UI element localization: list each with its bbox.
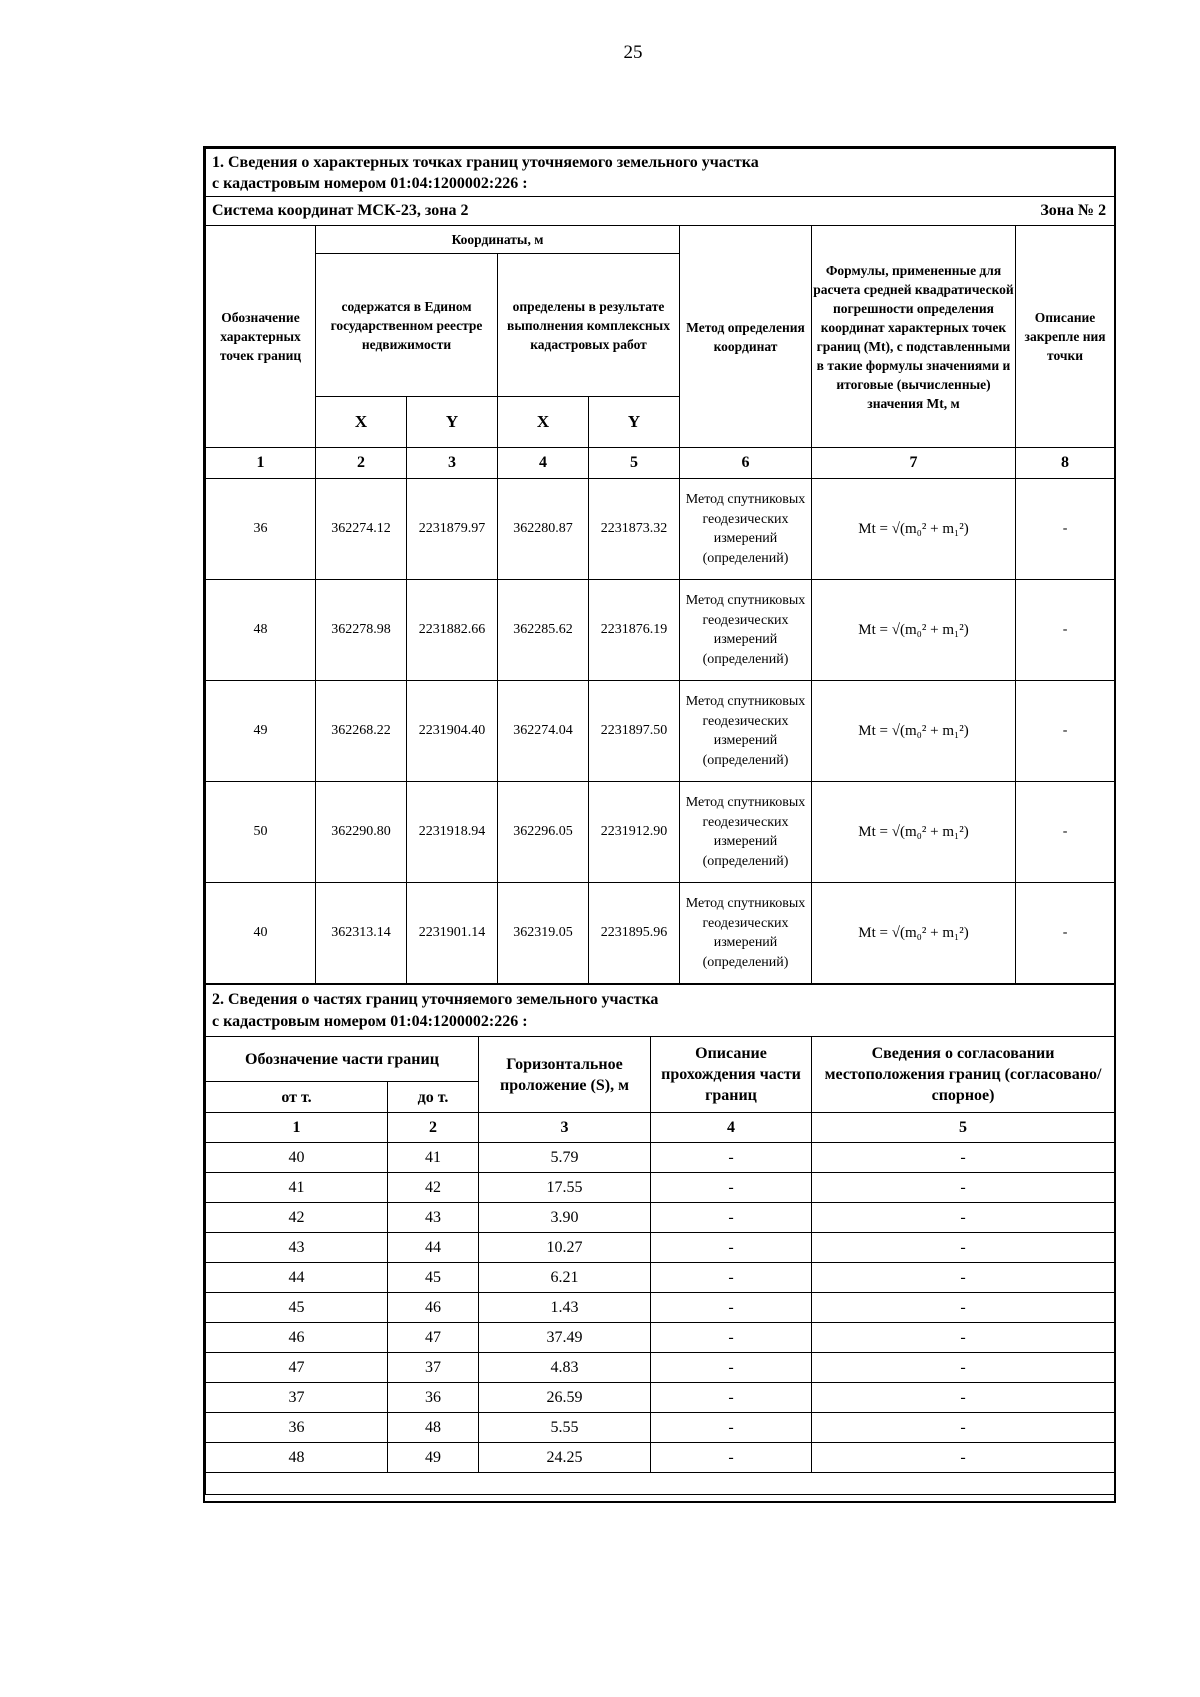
from-point: 48 bbox=[206, 1443, 388, 1473]
point-id: 50 bbox=[206, 782, 316, 883]
to-point: 45 bbox=[388, 1263, 479, 1293]
col-number: 2 bbox=[316, 448, 407, 479]
from-point: 46 bbox=[206, 1323, 388, 1353]
horizontal-length: 6.21 bbox=[479, 1263, 651, 1293]
point-row bbox=[206, 883, 1115, 984]
agreement-status: - bbox=[812, 1263, 1115, 1293]
section2-title-line1: 2. Сведения о частях границ уточняемого земельного участка bbox=[212, 990, 659, 1008]
part-description: - bbox=[651, 1413, 812, 1443]
part-row bbox=[206, 1203, 1115, 1233]
part-row bbox=[206, 1443, 1115, 1473]
header-fixing: Описание закрепле ния точки bbox=[1016, 226, 1115, 448]
x-egrn: 362278.98 bbox=[316, 580, 407, 681]
section1-title-line2: с кадастровым номером 01:04:1200002:226 : bbox=[212, 174, 528, 192]
part-row bbox=[206, 1143, 1115, 1173]
y-new: 2231897.50 bbox=[589, 681, 680, 782]
y-egrn: 2231901.14 bbox=[407, 883, 498, 984]
agreement-status: - bbox=[812, 1173, 1115, 1203]
header-method: Метод определения координат bbox=[680, 226, 812, 448]
from-point: 37 bbox=[206, 1383, 388, 1413]
header-description: Описание прохождения части границ bbox=[651, 1037, 812, 1113]
part-description: - bbox=[651, 1353, 812, 1383]
part-description: - bbox=[651, 1233, 812, 1263]
x-egrn: 362313.14 bbox=[316, 883, 407, 984]
boundary-parts-table bbox=[205, 984, 1115, 1495]
formula: Mt = √(m₀² + m₁²) bbox=[812, 782, 1016, 883]
to-point: 42 bbox=[388, 1173, 479, 1203]
x-new: 362319.05 bbox=[498, 883, 589, 984]
header-part-designation: Обозначение части границ bbox=[206, 1037, 479, 1082]
x-new: 362285.62 bbox=[498, 580, 589, 681]
coord-system-row bbox=[206, 197, 1115, 226]
x-egrn: 362290.80 bbox=[316, 782, 407, 883]
col-number: 4 bbox=[498, 448, 589, 479]
part-description: - bbox=[651, 1203, 812, 1233]
header-from: от т. bbox=[206, 1082, 388, 1113]
part-row bbox=[206, 1383, 1115, 1413]
header-agreement: Сведения о согласовании местоположения границ (согласовано/спорное) bbox=[812, 1037, 1115, 1113]
horizontal-length: 4.83 bbox=[479, 1353, 651, 1383]
part-description: - bbox=[651, 1263, 812, 1293]
document-frame bbox=[203, 146, 1116, 1503]
to-point: 36 bbox=[388, 1383, 479, 1413]
empty-row bbox=[206, 1473, 1115, 1495]
header-y-new: Y bbox=[589, 397, 680, 448]
x-new: 362296.05 bbox=[498, 782, 589, 883]
header-x-egrn: X bbox=[316, 397, 407, 448]
from-point: 47 bbox=[206, 1353, 388, 1383]
agreement-status: - bbox=[812, 1383, 1115, 1413]
section2-title-line2: с кадастровым номером 01:04:1200002:226 : bbox=[212, 1012, 528, 1030]
col-number: 3 bbox=[479, 1113, 651, 1143]
method: Метод спутниковых геодезических измерений (определений) bbox=[680, 883, 812, 984]
from-point: 40 bbox=[206, 1143, 388, 1173]
method: Метод спутниковых геодезических измерений (определений) bbox=[680, 479, 812, 580]
page-number: 25 bbox=[623, 42, 643, 63]
to-point: 41 bbox=[388, 1143, 479, 1173]
section1-title-line1: 1. Сведения о характерных точках границ уточняемого земельного участка bbox=[212, 153, 759, 171]
fixing: - bbox=[1016, 479, 1115, 580]
point-row bbox=[206, 580, 1115, 681]
agreement-status: - bbox=[812, 1443, 1115, 1473]
point-id: 36 bbox=[206, 479, 316, 580]
agreement-status: - bbox=[812, 1323, 1115, 1353]
col-number: 7 bbox=[812, 448, 1016, 479]
to-point: 46 bbox=[388, 1293, 479, 1323]
section2-title bbox=[206, 985, 1115, 1037]
to-point: 49 bbox=[388, 1443, 479, 1473]
agreement-status: - bbox=[812, 1413, 1115, 1443]
horizontal-length: 17.55 bbox=[479, 1173, 651, 1203]
horizontal-length: 26.59 bbox=[479, 1383, 651, 1413]
part-description: - bbox=[651, 1293, 812, 1323]
point-row bbox=[206, 479, 1115, 580]
empty-cell bbox=[206, 1473, 1115, 1495]
point-row bbox=[206, 681, 1115, 782]
to-point: 48 bbox=[388, 1413, 479, 1443]
part-row bbox=[206, 1293, 1115, 1323]
point-row bbox=[206, 782, 1115, 883]
header-determined: определены в результате выполнения комплексных кадастровых работ bbox=[498, 254, 680, 397]
agreement-status: - bbox=[812, 1353, 1115, 1383]
header-coordinates: Координаты, м bbox=[316, 226, 680, 254]
part-row bbox=[206, 1413, 1115, 1443]
y-egrn: 2231879.97 bbox=[407, 479, 498, 580]
col-number: 4 bbox=[651, 1113, 812, 1143]
part-description: - bbox=[651, 1443, 812, 1473]
fixing: - bbox=[1016, 782, 1115, 883]
y-new: 2231876.19 bbox=[589, 580, 680, 681]
section1-title bbox=[206, 149, 1115, 197]
col-number: 6 bbox=[680, 448, 812, 479]
formula: Mt = √(m₀² + m₁²) bbox=[812, 479, 1016, 580]
part-row bbox=[206, 1233, 1115, 1263]
to-point: 37 bbox=[388, 1353, 479, 1383]
point-id: 49 bbox=[206, 681, 316, 782]
horizontal-length: 3.90 bbox=[479, 1203, 651, 1233]
to-point: 43 bbox=[388, 1203, 479, 1233]
header-in-egrn: содержатся в Едином государственном реестре недвижимости bbox=[316, 254, 498, 397]
to-point: 47 bbox=[388, 1323, 479, 1353]
col-number: 3 bbox=[407, 448, 498, 479]
x-new: 362274.04 bbox=[498, 681, 589, 782]
from-point: 45 bbox=[206, 1293, 388, 1323]
agreement-status: - bbox=[812, 1143, 1115, 1173]
agreement-status: - bbox=[812, 1233, 1115, 1263]
header-x-new: X bbox=[498, 397, 589, 448]
col-number: 2 bbox=[388, 1113, 479, 1143]
y-new: 2231895.96 bbox=[589, 883, 680, 984]
fixing: - bbox=[1016, 580, 1115, 681]
part-description: - bbox=[651, 1323, 812, 1353]
point-id: 48 bbox=[206, 580, 316, 681]
y-egrn: 2231904.40 bbox=[407, 681, 498, 782]
coord-system: Система координат МСК-23, зона 2 bbox=[212, 202, 469, 219]
formula: Mt = √(m₀² + m₁²) bbox=[812, 883, 1016, 984]
part-row bbox=[206, 1173, 1115, 1203]
method: Метод спутниковых геодезических измерений (определений) bbox=[680, 782, 812, 883]
y-egrn: 2231918.94 bbox=[407, 782, 498, 883]
horizontal-length: 24.25 bbox=[479, 1443, 651, 1473]
column-numbers-row bbox=[206, 448, 1115, 479]
col-number: 1 bbox=[206, 1113, 388, 1143]
col-number: 1 bbox=[206, 448, 316, 479]
agreement-status: - bbox=[812, 1293, 1115, 1323]
horizontal-length: 10.27 bbox=[479, 1233, 651, 1263]
horizontal-length: 5.55 bbox=[479, 1413, 651, 1443]
formula: Mt = √(m₀² + m₁²) bbox=[812, 681, 1016, 782]
fixing: - bbox=[1016, 681, 1115, 782]
x-egrn: 362274.12 bbox=[316, 479, 407, 580]
col-number: 5 bbox=[812, 1113, 1115, 1143]
from-point: 42 bbox=[206, 1203, 388, 1233]
fixing: - bbox=[1016, 883, 1115, 984]
col-number: 8 bbox=[1016, 448, 1115, 479]
x-egrn: 362268.22 bbox=[316, 681, 407, 782]
part-row bbox=[206, 1263, 1115, 1293]
from-point: 43 bbox=[206, 1233, 388, 1263]
zone-label: Зона № 2 bbox=[1040, 202, 1107, 219]
header-y-egrn: Y bbox=[407, 397, 498, 448]
from-point: 36 bbox=[206, 1413, 388, 1443]
y-egrn: 2231882.66 bbox=[407, 580, 498, 681]
from-point: 44 bbox=[206, 1263, 388, 1293]
method: Метод спутниковых геодезических измерений (определений) bbox=[680, 681, 812, 782]
part-row bbox=[206, 1323, 1115, 1353]
column-numbers-row bbox=[206, 1113, 1115, 1143]
col-number: 5 bbox=[589, 448, 680, 479]
horizontal-length: 37.49 bbox=[479, 1323, 651, 1353]
part-description: - bbox=[651, 1143, 812, 1173]
points-table bbox=[205, 148, 1115, 984]
horizontal-length: 1.43 bbox=[479, 1293, 651, 1323]
agreement-status: - bbox=[812, 1203, 1115, 1233]
y-new: 2231912.90 bbox=[589, 782, 680, 883]
y-new: 2231873.32 bbox=[589, 479, 680, 580]
x-new: 362280.87 bbox=[498, 479, 589, 580]
from-point: 41 bbox=[206, 1173, 388, 1203]
formula: Mt = √(m₀² + m₁²) bbox=[812, 580, 1016, 681]
header-point-designation: Обозначение характерных точек границ bbox=[206, 226, 316, 448]
header-horizontal: Горизонтальное проложение (S), м bbox=[479, 1037, 651, 1113]
part-description: - bbox=[651, 1173, 812, 1203]
method: Метод спутниковых геодезических измерений (определений) bbox=[680, 580, 812, 681]
header-formulas: Формулы, примененные для расчета средней квадратической погрешности определения координат характерных точек границ (Mt), с подставленными в такие формулы значениями и итоговые (вычисленные) значения Mt, м bbox=[812, 226, 1016, 448]
to-point: 44 bbox=[388, 1233, 479, 1263]
header-to: до т. bbox=[388, 1082, 479, 1113]
horizontal-length: 5.79 bbox=[479, 1143, 651, 1173]
part-row bbox=[206, 1353, 1115, 1383]
part-description: - bbox=[651, 1383, 812, 1413]
point-id: 40 bbox=[206, 883, 316, 984]
